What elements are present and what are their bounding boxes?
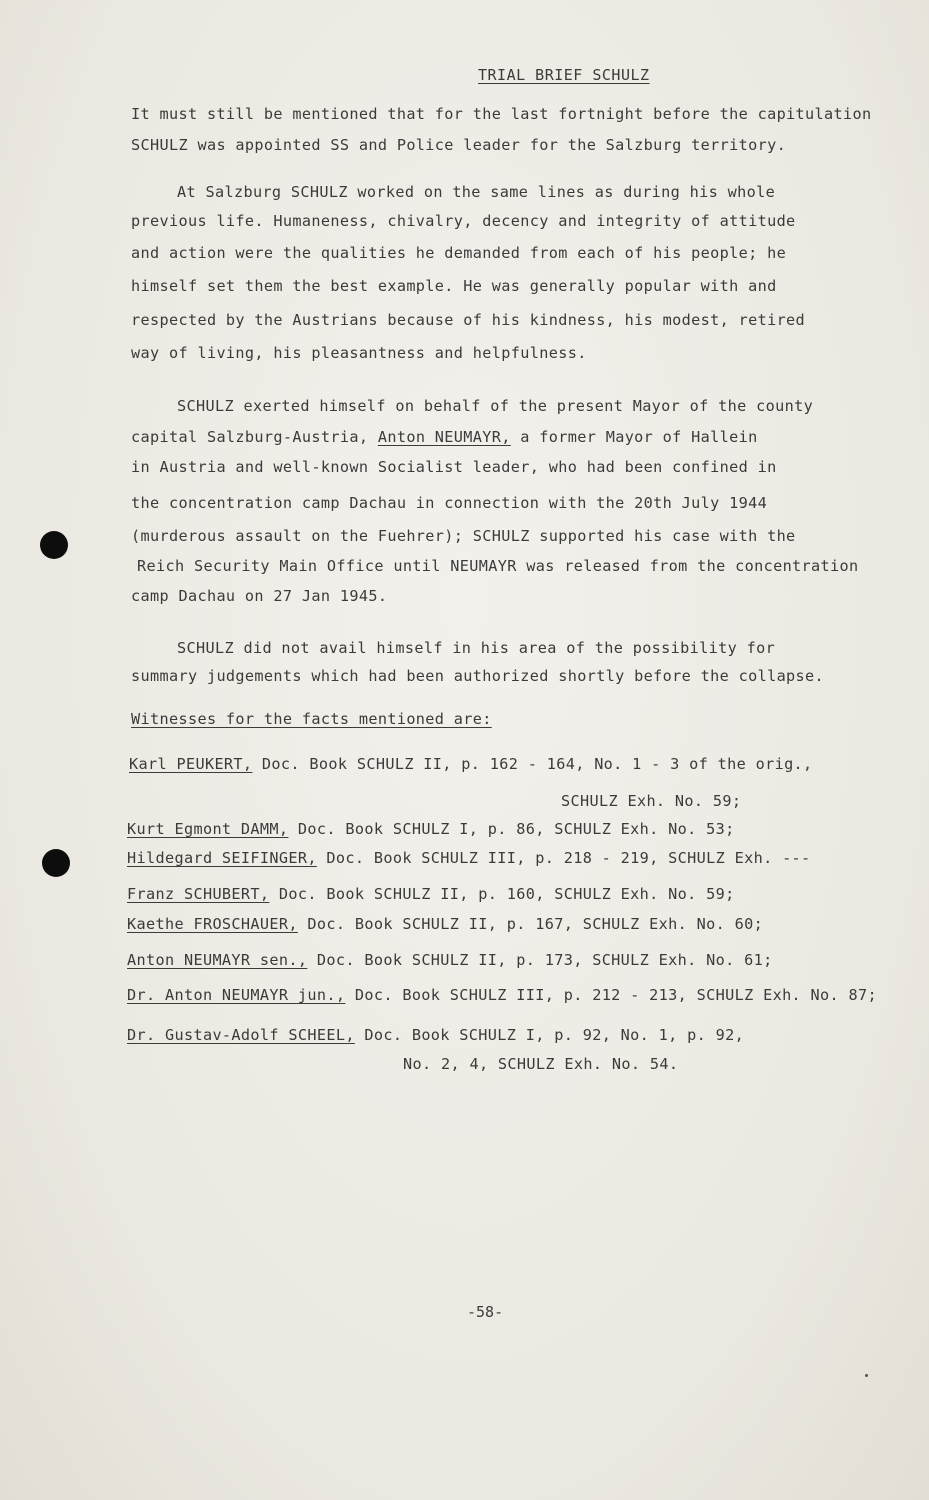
witness-name: Kaethe FROSCHAUER,	[127, 915, 298, 933]
witness-name: Anton NEUMAYR sen.,	[127, 951, 308, 969]
witness-ref: Doc. Book SCHULZ III, p. 218 - 219, SCHULZ Exh. ---	[316, 849, 811, 867]
witness-entry	[127, 819, 735, 839]
witness-ref: Doc. Book SCHULZ II, p. 173, SCHULZ Exh. No. 61;	[307, 951, 773, 969]
text-line: At Salzburg SCHULZ worked on the same lines as during his whole	[177, 183, 776, 201]
text-line: way of living, his pleasantness and helpfulness.	[131, 344, 587, 362]
witness-entry	[127, 884, 735, 904]
text-line: summary judgements which had been authorized shortly before the collapse.	[131, 667, 825, 685]
text-line: (murderous assault on the Fuehrer); SCHULZ supported his case with the	[131, 527, 796, 545]
witness-entry	[129, 754, 813, 774]
witness-ref-cont: No. 2, 4, SCHULZ Exh. No. 54.	[403, 1055, 679, 1073]
name-neumayr: Anton NEUMAYR,	[377, 428, 511, 446]
witness-ref: Doc. Book SCHULZ I, p. 86, SCHULZ Exh. No. 53;	[288, 820, 735, 838]
witness-name: Karl PEUKERT,	[129, 755, 253, 773]
witness-entry	[127, 950, 773, 970]
page-number: -58-	[467, 1303, 504, 1321]
witness-ref-cont: SCHULZ Exh. No. 59;	[561, 792, 742, 810]
witnesses-intro	[131, 709, 492, 729]
witness-entry	[127, 914, 763, 934]
text-line: previous life. Humaneness, chivalry, decency and integrity of attitude	[131, 212, 796, 230]
witness-name: Hildegard SEIFINGER,	[127, 849, 317, 867]
witness-name: Franz SCHUBERT,	[127, 885, 270, 903]
text-span: a former Mayor of Hallein	[510, 428, 758, 446]
text-line: and action were the qualities he demanded from each of his people; he	[131, 244, 787, 262]
witness-entry	[127, 848, 811, 868]
witness-ref: Doc. Book SCHULZ II, p. 167, SCHULZ Exh. No. 60;	[297, 915, 764, 933]
witness-ref: Doc. Book SCHULZ I, p. 92, No. 1, p. 92,	[354, 1026, 745, 1044]
witness-name: Dr. Anton NEUMAYR jun.,	[127, 986, 346, 1004]
text-line: It must still be mentioned that for the last fortnight before the capitulation	[131, 105, 872, 123]
text-line: respected by the Austrians because of his kindness, his modest, retired	[131, 311, 806, 329]
witness-entry	[127, 985, 877, 1005]
text-line: SCHULZ was appointed SS and Police leader for the Salzburg territory.	[131, 136, 787, 154]
witness-name: Dr. Gustav-Adolf SCHEEL,	[127, 1026, 355, 1044]
witnesses-intro-text: Witnesses for the facts mentioned are:	[131, 710, 492, 728]
text-line	[131, 427, 758, 447]
witness-name: Kurt Egmont DAMM,	[127, 820, 289, 838]
text-line: Reich Security Main Office until NEUMAYR was released from the concentration	[137, 557, 859, 575]
document-header: TRIAL BRIEF SCHULZ	[478, 66, 650, 84]
text-line: SCHULZ exerted himself on behalf of the present Mayor of the county	[177, 397, 814, 415]
text-line: the concentration camp Dachau in connection with the 20th July 1944	[131, 494, 768, 512]
witness-ref: Doc. Book SCHULZ III, p. 212 - 213, SCHULZ Exh. No. 87;	[345, 986, 878, 1004]
text-line: SCHULZ did not avail himself in his area of the possibility for	[177, 639, 776, 657]
witness-ref: Doc. Book SCHULZ II, p. 162 - 164, No. 1 - 3 of the orig.,	[252, 755, 813, 773]
witness-ref: Doc. Book SCHULZ II, p. 160, SCHULZ Exh. No. 59;	[269, 885, 735, 903]
text-line: himself set them the best example. He was generally popular with and	[131, 277, 777, 295]
text-span: capital Salzburg-Austria,	[131, 428, 378, 446]
text-line: in Austria and well-known Socialist leader, who had been confined in	[131, 458, 777, 476]
witness-entry	[127, 1025, 744, 1045]
text-line: camp Dachau on 27 Jan 1945.	[131, 587, 388, 605]
paper-speck	[865, 1374, 868, 1377]
punch-hole-upper	[40, 531, 68, 559]
punch-hole-lower	[42, 849, 70, 877]
